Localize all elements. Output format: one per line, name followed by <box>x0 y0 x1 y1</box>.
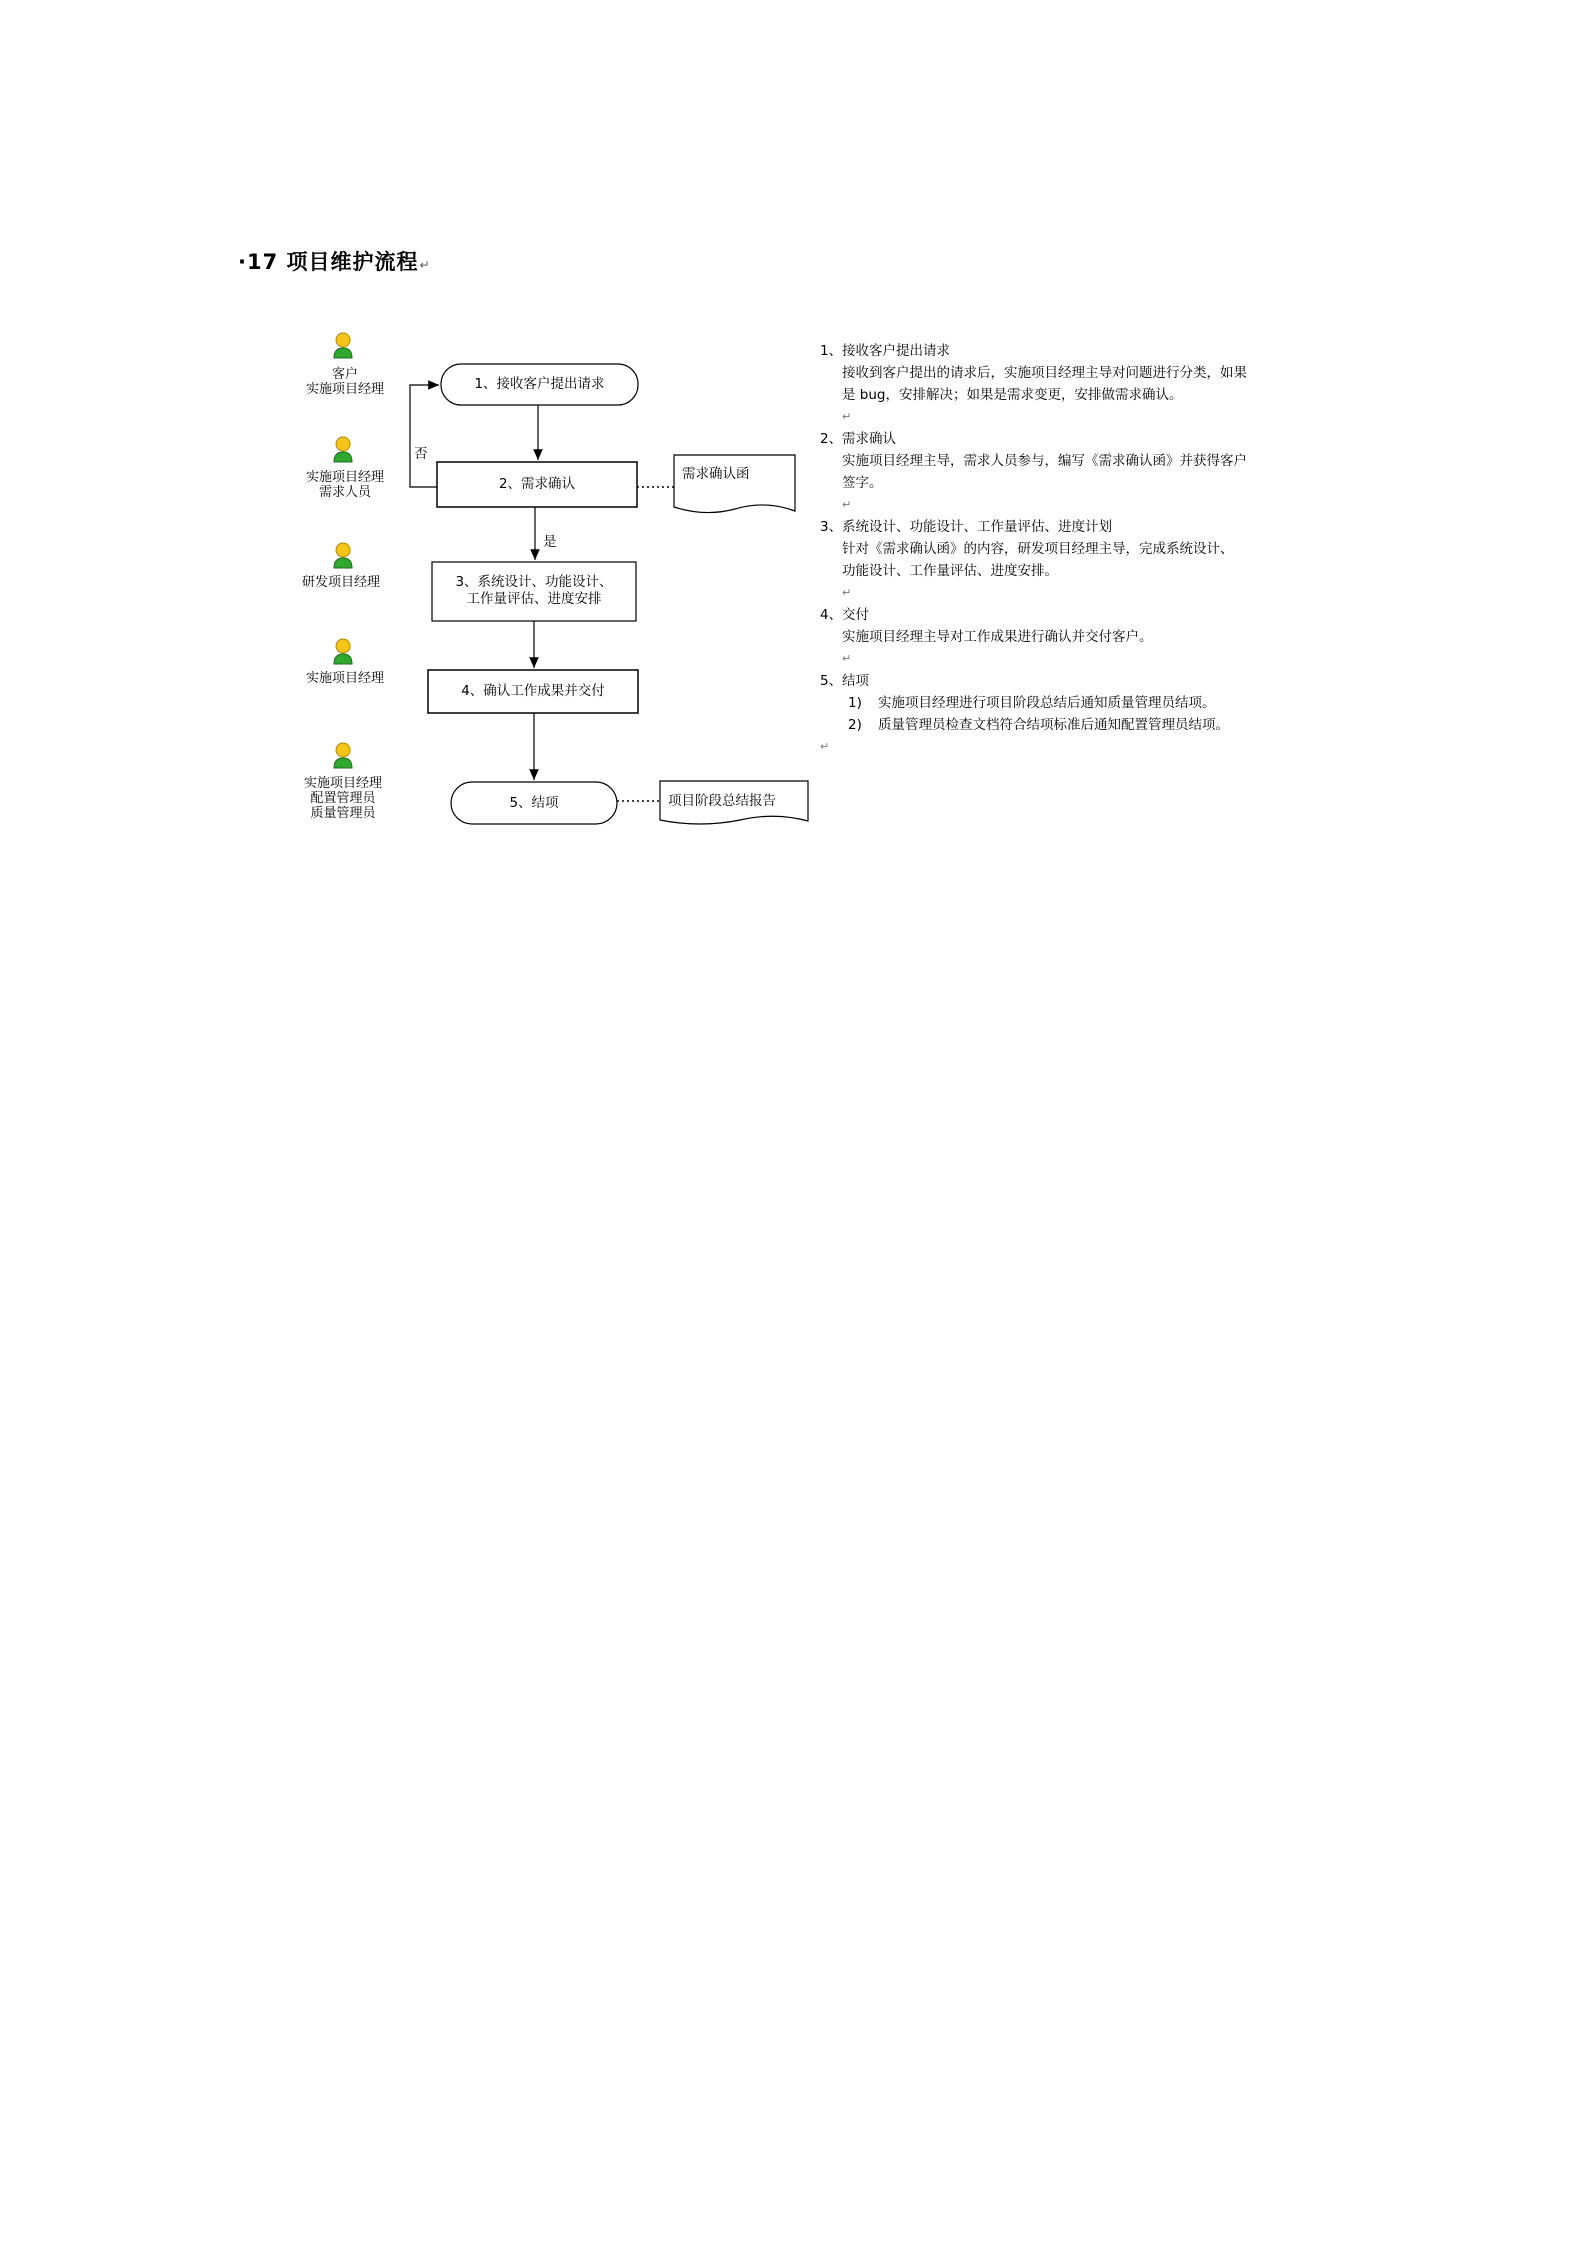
desc-body-line: 实施项目经理主导对工作成果进行确认并交付客户。 <box>842 629 1153 645</box>
doc-requirement-confirmation-label: 需求确认函 <box>682 466 750 482</box>
desc-body-line: 签字。 <box>842 475 883 491</box>
desc-title: 需求确认 <box>842 431 896 447</box>
desc-item-1 <box>820 340 1340 428</box>
heading-bullet: · <box>238 250 247 274</box>
edge-label-no: 否 <box>414 446 428 462</box>
person-icon-3 <box>334 543 352 568</box>
step-2-label: 2、需求确认 <box>498 476 576 492</box>
desc-title: 结项 <box>842 673 869 689</box>
role-label-customer: 客户 实施项目经理 <box>305 367 384 397</box>
desc-title: 接收客户提出请求 <box>842 343 950 359</box>
desc-item-2 <box>820 428 1340 516</box>
desc-body-line: 接收到客户提出的请求后，实施项目经理主导对问题进行分类，如果 <box>842 365 1247 381</box>
doc-stage-summary-report-label: 项目阶段总结报告 <box>668 793 776 809</box>
return-mark: ↵ <box>820 740 830 753</box>
role-label-closing: 实施项目经理 配置管理员 质量管理员 <box>303 776 382 821</box>
edge-2-no-loop <box>410 385 439 487</box>
role-label-requirement: 实施项目经理 需求人员 <box>305 470 384 500</box>
return-mark: ↵ <box>842 586 852 599</box>
desc-sub-text: 质量管理员检查文档符合结项标准后通知配置管理员结项。 <box>878 717 1229 733</box>
person-icon-4 <box>334 639 352 664</box>
return-mark: ↵ <box>842 652 852 665</box>
desc-num: 1、 <box>820 343 843 359</box>
desc-subitem-2 <box>820 714 1340 736</box>
desc-num: 3、 <box>820 519 843 535</box>
desc-body-line: 实施项目经理主导，需求人员参与，编写《需求确认函》并获得客户 <box>842 453 1247 469</box>
person-icon-5 <box>334 743 352 768</box>
heading-text: 17 项目维护流程 <box>246 250 419 274</box>
step-1-label: 1、接收客户提出请求 <box>474 376 605 392</box>
person-icon-1 <box>334 333 352 358</box>
step-4-label: 4、确认工作成果并交付 <box>461 683 605 699</box>
process-description <box>820 340 1340 758</box>
desc-sub-num: 2) <box>848 717 862 733</box>
return-mark: ↵ <box>842 410 852 423</box>
desc-title: 交付 <box>842 607 869 623</box>
desc-num: 4、 <box>820 607 843 623</box>
desc-title: 系统设计、功能设计、工作量评估、进度计划 <box>842 519 1112 535</box>
role-label-rd-manager: 研发项目经理 <box>301 575 380 590</box>
role-label-impl-manager: 实施项目经理 <box>305 671 384 686</box>
return-mark: ↵ <box>419 258 431 272</box>
desc-sub-num: 1) <box>848 695 862 711</box>
desc-sub-text: 实施项目经理进行项目阶段总结后通知质量管理员结项。 <box>878 695 1216 711</box>
desc-subitem-1 <box>820 692 1340 714</box>
desc-body-line: 针对《需求确认函》的内容，研发项目经理主导，完成系统设计、 <box>842 541 1234 557</box>
step-5-label: 5、结项 <box>509 795 559 811</box>
desc-num: 2、 <box>820 431 843 447</box>
edge-label-yes: 是 <box>543 534 557 550</box>
step-3-label: 3、系统设计、功能设计、 工作量评估、进度安排 <box>455 574 613 607</box>
desc-body-line: 是 bug，安排解决；如果是需求变更，安排做需求确认。 <box>842 387 1183 403</box>
return-mark: ↵ <box>842 498 852 511</box>
person-icon-2 <box>334 437 352 462</box>
desc-item-5 <box>820 670 1340 758</box>
desc-item-3 <box>820 516 1340 604</box>
desc-item-4 <box>820 604 1340 670</box>
desc-body-line: 功能设计、工作量评估、进度安排。 <box>842 563 1058 579</box>
desc-num: 5、 <box>820 673 843 689</box>
